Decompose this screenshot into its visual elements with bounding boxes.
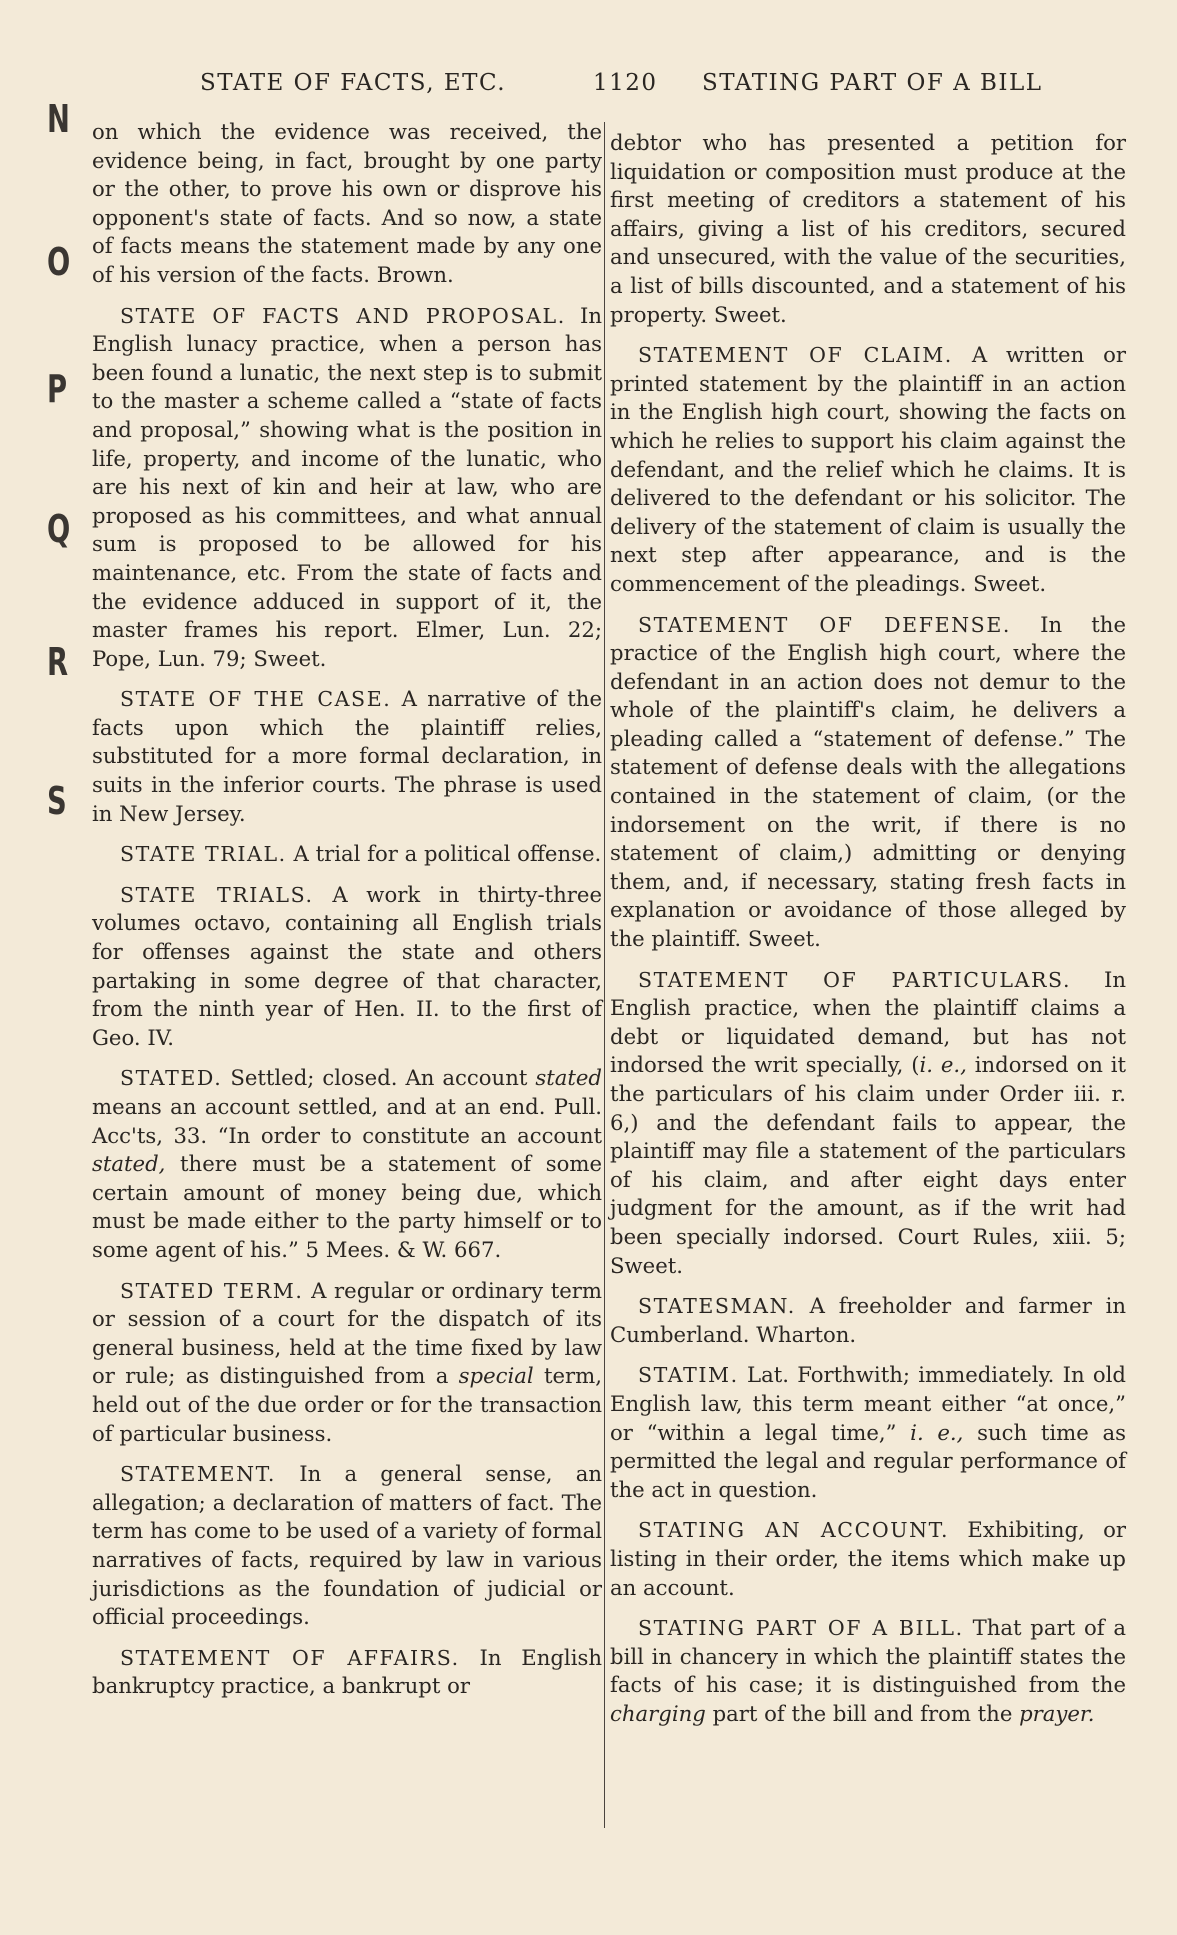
entry-statement-of-affairs [92,1644,602,1701]
headword: STATED TERM. [120,1278,304,1303]
headword: STATEMENT OF CLAIM. [638,343,953,368]
right-column [610,129,1126,1740]
headword: STATESMAN. [638,1294,796,1319]
entry-text: there must be a statement of some certain amount of money being due, which must be made either to the party himself or to some agent of his.” 5 Mees. & W. 667. [92,1151,602,1262]
thumb-index-q[interactable]: Q [47,507,71,551]
thumb-index-r[interactable]: R [47,640,69,684]
entry-text: part of the bill and from the [705,1700,1020,1726]
headword: STATIM. [638,1363,739,1388]
entry-text: In English lunacy practice, when a person has been found a lunatic, the next step is to submit to the master a scheme called a “state of facts and proposal,” showing what is the position in life, property, and income of the lunatic, who are his next of kin and heir at law, who are proposed as his committees, and what annual sum is proposed to be allowed for his maintenance, etc. From the state of facts and the evidence adduced in support of it, the master frames his report. Elmer, Lun. 22; Pope, Lun. 79; Sweet. [92,302,602,671]
headword: STATEMENT. [120,1462,276,1487]
page-number: 1120 [593,70,658,96]
entry-continued [92,118,602,290]
italic-term: stated, [92,1151,166,1177]
entry-text: A trial for a political offense. [293,841,602,867]
entry-statement-of-defense [610,611,1126,954]
italic-term: i. e., [919,1052,967,1078]
entry-text: A written or printed statement by the plaintiff in an action in the English high court, showing the facts on which he relies to support his claim against the defendant, and the relief which he claims. It is delivered to the defendant or his solicitor. The delivery of the statement of claim is usually the next step after appearance, and is the commencement of the pleadings. Sweet. [610,342,1126,596]
left-column [92,118,602,1713]
thumb-index-n[interactable]: N [47,97,70,141]
entry-text: such time as permitted the legal and regular performance of the act in question. [610,1419,1126,1502]
thumb-index-s[interactable]: S [47,779,67,823]
entry-text: A narrative of the facts upon which the plaintiff relies, substituted for a more formal declaration, in suits in the inferior courts. The phrase is used in New Jersey. [92,686,602,826]
thumb-index-p[interactable]: P [47,367,68,411]
entry-text: In English practice, when the plaintiff claims a debt or liquidated demand, but has not indorsed the writ specially, ( [610,966,1126,1078]
headword: STATING PART OF A BILL. [638,1616,964,1641]
thumb-index-o[interactable]: O [47,240,71,284]
entry-stating-an-account [610,1516,1126,1602]
entry-statim [610,1361,1126,1504]
entry-text: Exhibiting, or listing in their order, the items which make up an account. [610,1517,1126,1600]
italic-term: i. e., [910,1419,964,1445]
entry-state-trials [92,881,602,1053]
entry-text: A regular or ordinary term or session of a court for the dispatch of its general business, held at the time fixed by law or rule; as distinguished from a [92,1277,602,1389]
headword: STATED. [120,1066,223,1091]
entry-text: Settled; closed. An account [230,1065,536,1091]
headword: STATE OF THE CASE. [120,687,392,712]
entry-text: In English bankruptcy practice, a bankrupt or [92,1644,602,1699]
headword: STATEMENT OF AFFAIRS. [120,1645,460,1670]
entry-text: A freeholder and farmer in Cumberland. Wharton. [610,1293,1126,1347]
running-head-left: STATE OF FACTS, ETC. [200,70,507,96]
headword: STATEMENT OF DEFENSE. [638,612,1011,637]
entry-statement-of-particulars [610,966,1126,1281]
entry-text: In a general sense, an allegation; a declaration of matters of fact. The term has come to be used of a variety of formal narratives of facts, required by law in various jurisdictions as the foundation of judicial or official proceedings. [92,1461,602,1630]
running-head-right: STATING PART OF A BILL [702,70,1043,96]
entry-state-of-facts-and-proposal [92,302,602,674]
entry-statesman [610,1292,1126,1349]
headword: STATE OF FACTS AND PROPOSAL. [120,303,566,328]
headword: STATING AN ACCOUNT. [638,1518,950,1543]
entry-text: indorsed on it the particulars of his claim under Order iii. r. 6,) and the defendant fails to appear, the plaintiff may file a statement of the particulars of his claim, and after eight days enter judgment for the amount, as if the writ had been specially indorsed. Court Rules, xiii. 5; Sweet. [610,1052,1127,1278]
entry-text: Lat. Forthwith; immediately. In old English law, this term meant either “at once,” or “within a legal time,” [610,1362,1126,1445]
entry-text: That part of a bill in chancery in which the plaintiff states the facts of his case; it is distinguished from the [610,1615,1126,1698]
entry-statement [92,1460,602,1632]
entry-stated [92,1064,602,1264]
entry-stating-part-of-a-bill [610,1614,1126,1728]
entry-text: In the practice of the English high court, where the defendant in an action does not demur to the whole of the plaintiff's claim, he delivers a pleading called a “statement of defense.” The statement of defense deals with the allegations contained in the statement of claim, (or the indorsement on the writ, if there is no statement of claim,) admitting or denying them, and, if necessary, stating fresh facts in explanation or avoidance of those alleged by the plaintiff. Sweet. [610,611,1126,952]
entry-stated-term [92,1277,602,1449]
entry-text: term, held out of the due order or for the transaction of particular business. [92,1363,602,1446]
entry-text: means an account settled, and at an end. Pull. Acc'ts, 33. “In order to constitute an account [92,1094,602,1148]
italic-term: special [458,1363,534,1389]
column-divider [604,122,605,1828]
entry-continued [610,129,1126,329]
italic-term: stated [535,1065,602,1091]
entry-state-of-the-case [92,685,602,828]
headword: STATEMENT OF PARTICULARS. [638,967,1072,992]
entry-state-trial [92,840,602,869]
entry-text: A work in thirty-three volumes octavo, containing all English trials for offenses against the state and others partaking in some degree of that character, from the ninth year of Hen. II. to the first of Geo. IV. [92,881,603,1050]
headword: STATE TRIALS. [120,882,314,907]
entry-text: debtor who has presented a petition for liquidation or composition must produce at the first meeting of creditors a statement of his affairs, giving a list of his creditors, secured and unsecured, with the value of the securities, a list of bills discounted, and a statement of his property. Sweet. [610,130,1126,327]
italic-term: charging [610,1700,706,1726]
italic-term: prayer. [1019,1700,1095,1726]
entry-statement-of-claim [610,341,1126,598]
entry-text: on which the evidence was received, the evidence being, in fact, brought by one party or the other, to prove his own or disprove his opponent's state of facts. And so now, a state of facts means the statement made by any one of his version of the facts. Brown. [92,119,602,287]
headword: STATE TRIAL. [120,842,287,867]
